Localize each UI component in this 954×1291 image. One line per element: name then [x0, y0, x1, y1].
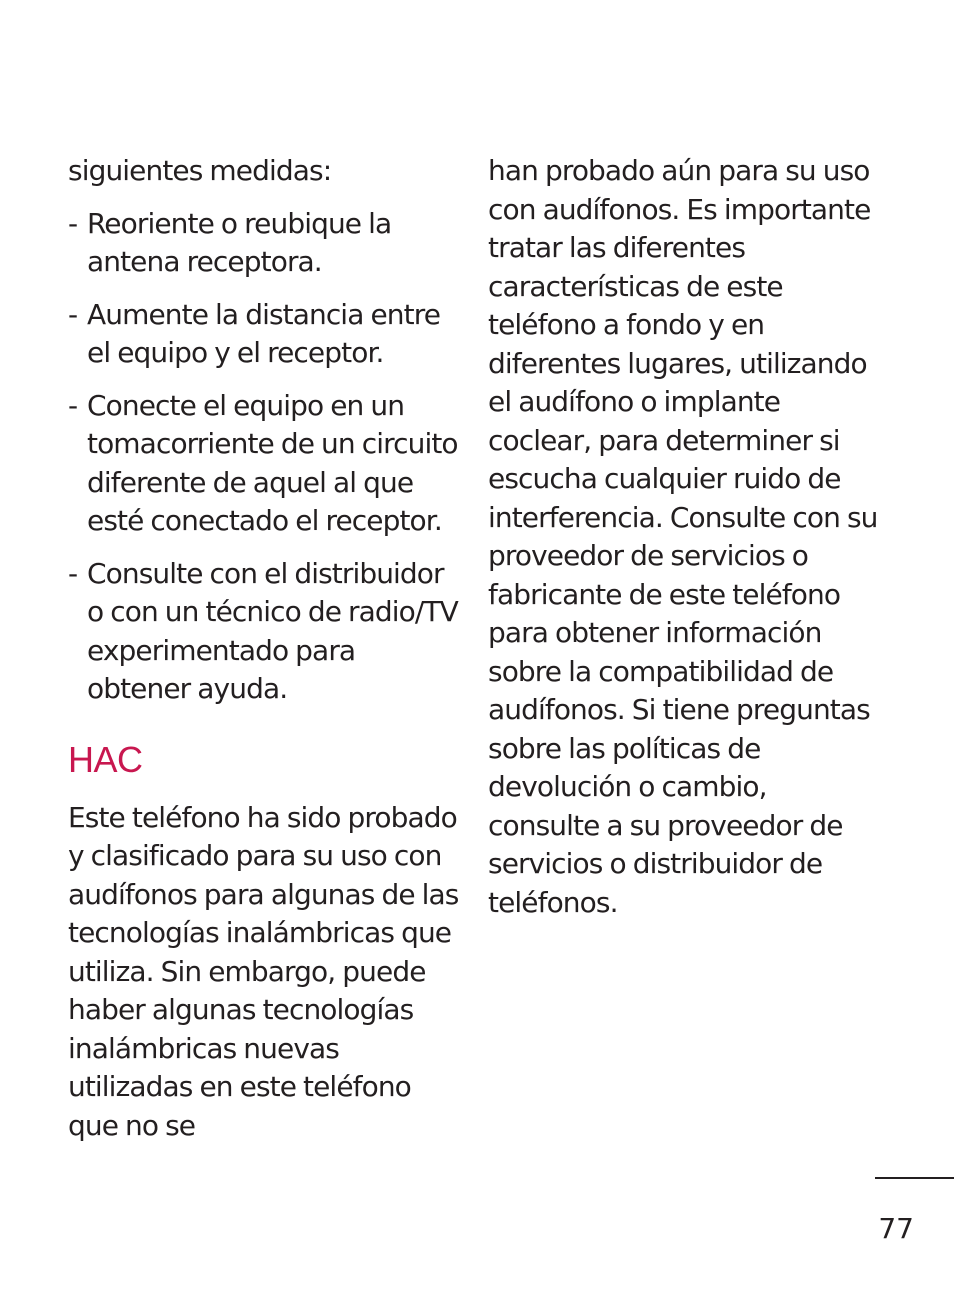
- list-item: [68, 387, 460, 541]
- list-item-text: Conecte el equipo en un tomacorriente de un circuito diferente de aquel al que esté conectado el receptor.: [87, 388, 458, 537]
- left-column: [68, 152, 460, 1145]
- section-heading-hac: HAC: [68, 738, 143, 780]
- hac-body-paragraph: Este teléfono ha sido probado y clasificado para su uso con audífonos para algunas de las tecnologías inalámbricas que utiliza. Sin embargo, puede haber algunas tecnologías inalámbricas nuevas utilizadas en este teléfono que no se: [68, 800, 459, 1142]
- list-item-text: Consulte con el distribuidor o con un técnico de radio/TV experimentado para obtener ayuda.: [87, 556, 458, 705]
- bullet-dash: -: [68, 206, 78, 240]
- bullet-dash: -: [68, 388, 78, 422]
- bullet-dash: -: [68, 556, 78, 590]
- footer-divider: [875, 1177, 954, 1179]
- list-item: [68, 555, 460, 709]
- list-item: [68, 296, 460, 373]
- hac-continuation-paragraph: han probado aún para su uso con audífonos. Es importante tratar las diferentes características de este teléfono a fondo y en diferentes lugares, utilizando el audífono o implante coclear, para determiner si escucha cualquier ruido de interferencia. Consulte con su proveedor de servicios o fabricante de este teléfono para obtener información sobre la compatibilidad de audífonos. Si tiene preguntas sobre las políticas de devolución o cambio, consulte a su proveedor de servicios o distribuidor de teléfonos.: [488, 154, 878, 919]
- page-number: 77: [878, 1212, 914, 1245]
- intro-text: siguientes medidas:: [68, 154, 332, 187]
- bullet-dash: -: [68, 297, 78, 331]
- list-item: [68, 205, 460, 282]
- right-column: [488, 152, 880, 922]
- list-item-text: Aumente la distancia entre el equipo y el receptor.: [87, 297, 441, 369]
- list-item-text: Reoriente o reubique la antena receptora.: [87, 206, 392, 278]
- recommendation-list: [68, 205, 460, 709]
